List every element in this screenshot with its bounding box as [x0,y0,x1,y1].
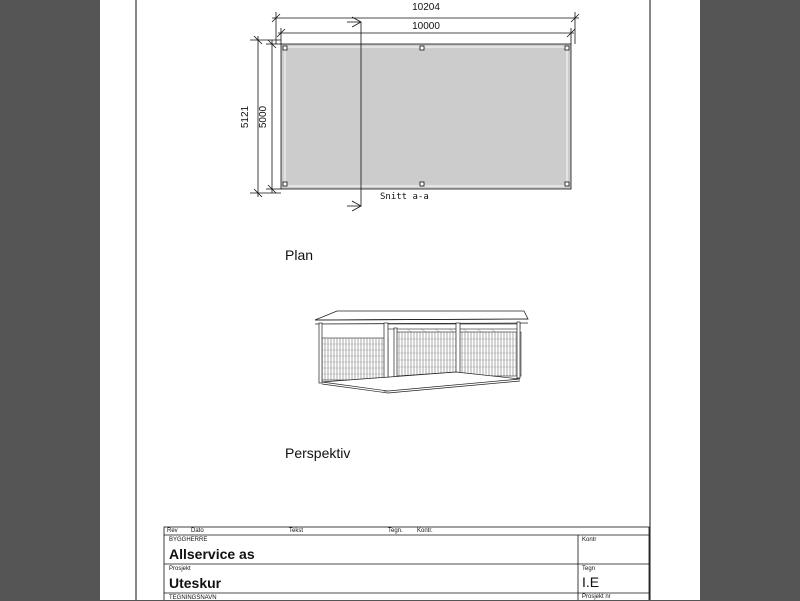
prosjekt-value: Uteskur [169,575,222,591]
drawing-sheet [100,0,700,600]
dim-label-total-depth: 5121 [240,105,251,129]
rev-header-dato: Dato [191,528,204,534]
perspective-view [315,311,528,393]
roof-slab [315,311,528,320]
slab-outline [281,44,571,189]
plan-view [240,2,579,211]
dim-label-inner-depth: 5000 [258,105,269,129]
drawing-canvas [100,0,700,600]
byggherre-value: Allservice as [169,546,255,562]
rev-header-tekst: Tekst [289,528,304,534]
tegningsnavn-label: TEGNINGSNAVN [169,595,217,601]
dim-label-total-width: 10204 [412,2,440,13]
byggherre-label: BYGGHERRE [169,537,208,543]
tegn-value: I.E [582,574,600,590]
tegn-label: Tegn [582,566,596,572]
left-wall-cladding [322,338,388,380]
prosjekt-nr-label: Prosjekt nr [582,594,611,600]
kontr-label: Kontr [582,537,597,543]
rev-header-rev: Rev [167,528,178,534]
rev-header-kontr: Kontr. [417,528,433,534]
rev-header-tegn: Tegn. [388,528,403,534]
plan-caption: Plan [285,247,314,263]
perspective-caption: Perspektiv [285,445,351,461]
prosjekt-label: Prosjekt [169,566,191,572]
title-block [164,527,649,600]
section-label: Snitt a-a [380,192,429,202]
dim-label-inner-width: 10000 [412,21,440,32]
